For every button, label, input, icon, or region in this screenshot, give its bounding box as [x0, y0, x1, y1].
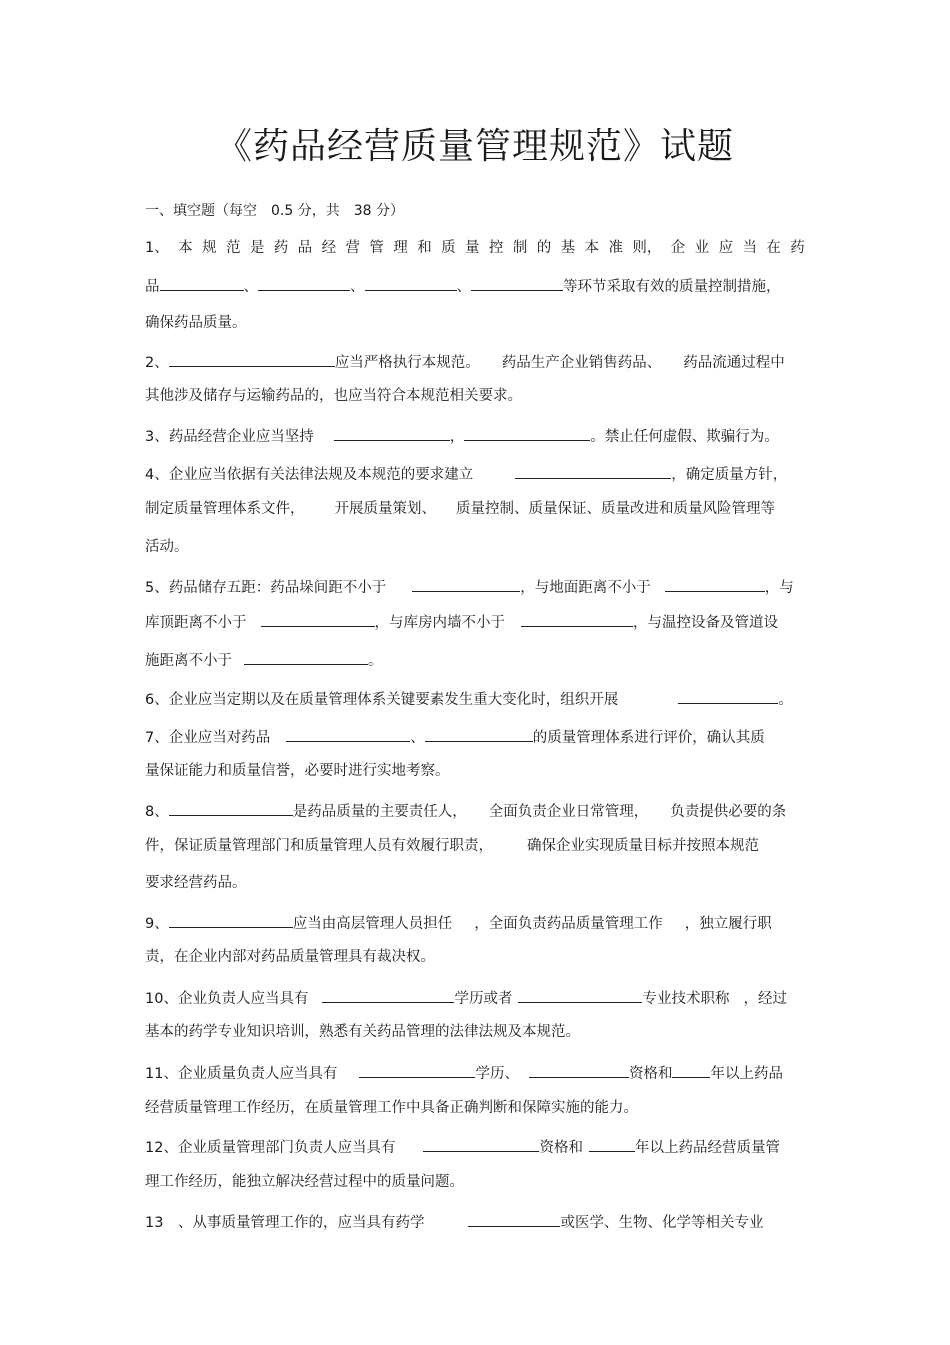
- section-heading: 一、填空题（每空 0.5 分，共 38 分）: [145, 203, 404, 219]
- answer-blank[interactable]: [169, 800, 293, 816]
- question-2-line-1: [145, 351, 805, 373]
- question-13-line-1: [145, 1211, 805, 1233]
- question-5-line-3: [145, 649, 805, 671]
- text: 药品流通过程中: [683, 355, 785, 371]
- text: ，与库房内墙不小于: [374, 615, 505, 631]
- answer-blank[interactable]: [244, 649, 368, 665]
- text: 准: [608, 240, 623, 256]
- text: 药品生产企业销售药品、: [501, 355, 662, 371]
- text: 应当由高层管理人员担任: [292, 916, 453, 932]
- text: 企: [670, 240, 686, 256]
- text: ，确定质量方针，: [671, 467, 788, 483]
- answer-blank[interactable]: [169, 351, 335, 367]
- question-11-line-2: 经营质量管理工作经历，在质量管理工作中具备正确判断和保障实施的能力。: [145, 1100, 638, 1116]
- text: 业: [694, 240, 710, 256]
- answer-blank[interactable]: [261, 611, 375, 627]
- text: 制定质量管理体系文件，: [145, 501, 305, 517]
- question-9-line-1: [145, 912, 805, 934]
- question-8-line-3: 要求经营药品。: [145, 875, 247, 891]
- text: 应: [718, 240, 734, 256]
- text: 质量控制、质量保证、质量改进和质量风险管理等: [456, 501, 775, 517]
- text: 药: [273, 240, 289, 256]
- text: 当: [742, 240, 757, 256]
- text: 12、企业质量管理部门负责人应当具有: [145, 1140, 396, 1156]
- answer-blank[interactable]: [160, 275, 244, 291]
- text: 药: [790, 240, 805, 256]
- question-5-line-1: [145, 576, 805, 598]
- question-11-line-1: [145, 1062, 805, 1084]
- text: 6、企业应当定期以及在质量管理体系关键要素发生重大变化时，组织开展: [145, 692, 619, 708]
- answer-blank[interactable]: [286, 726, 410, 742]
- question-4-line-2: [145, 499, 805, 519]
- text: 在: [766, 240, 781, 256]
- question-12-line-1: [145, 1136, 805, 1158]
- text: 学历、: [475, 1066, 519, 1082]
- question-7-line-1: [145, 726, 805, 748]
- text: 控: [488, 240, 504, 256]
- document-title: 《药品经营质量管理规范》试题: [215, 126, 734, 167]
- text: 等环节采取有效的质量控制措施，: [563, 279, 781, 295]
- text: 开展质量策划、: [334, 501, 436, 517]
- text: 本: [584, 240, 600, 256]
- text: 本: [178, 240, 193, 256]
- text: ，经过: [743, 991, 787, 1007]
- text: 基: [560, 240, 576, 256]
- answer-blank[interactable]: [359, 1062, 475, 1078]
- text: 施距离不小于: [145, 653, 232, 669]
- text: 13 、从事质量管理工作的，应当具有药学: [145, 1215, 425, 1231]
- text: 。禁止任何虚假、欺骗行为。: [590, 429, 779, 445]
- text: 或医学、生物、化学等相关专业: [560, 1215, 764, 1231]
- answer-blank[interactable]: [169, 912, 293, 928]
- text: 7、企业应当对药品: [145, 730, 271, 746]
- text: 。: [778, 692, 793, 708]
- text: 品: [145, 279, 160, 295]
- answer-blank[interactable]: [518, 987, 642, 1003]
- text: 理: [393, 240, 408, 256]
- answer-blank[interactable]: [334, 425, 450, 441]
- text: 11、企业质量负责人应当具有: [145, 1066, 338, 1082]
- text: 、: [410, 730, 425, 746]
- question-2-line-2: 其他涉及储存与运输药品的，也应当符合本规范相关要求。: [145, 388, 522, 404]
- text: 经: [321, 240, 337, 256]
- answer-blank[interactable]: [468, 1211, 560, 1227]
- question-8-line-1: [145, 800, 805, 822]
- text: 9、: [145, 916, 169, 932]
- question-1-line-3: 确保药品质量。: [145, 315, 247, 331]
- question-10-line-1: [145, 987, 805, 1009]
- text: 8、: [145, 804, 169, 820]
- text: 学历或者: [454, 991, 513, 1007]
- text: 和: [417, 240, 432, 256]
- answer-blank[interactable]: [471, 275, 563, 291]
- text: 范: [225, 240, 241, 256]
- question-12-line-2: 理工作经历，能独立解决经营过程中的质量问题。: [145, 1174, 464, 1190]
- text: 全面负责企业日常管理，: [488, 804, 649, 820]
- answer-blank[interactable]: [412, 576, 520, 592]
- text: 年以上药品: [710, 1066, 783, 1082]
- answer-blank[interactable]: [678, 688, 778, 704]
- text: ，与温控设备及管道设: [633, 615, 778, 631]
- question-5-line-2: [145, 611, 805, 633]
- text: ，与: [764, 580, 794, 596]
- question-4-line-1: [145, 463, 805, 485]
- text: 制: [512, 240, 528, 256]
- text: 的: [536, 240, 552, 256]
- text: 3、药品经营企业应当坚持: [145, 429, 314, 445]
- text: 10、企业负责人应当具有: [145, 991, 309, 1007]
- text: 4、企业应当依据有关法律法规及本规范的要求建立: [145, 467, 474, 483]
- text: 是: [249, 240, 265, 256]
- question-7-line-2: 量保证能力和质量信誉，必要时进行实地考察。: [145, 763, 450, 779]
- answer-blank[interactable]: [521, 611, 633, 627]
- text: 专业技术职称: [642, 991, 730, 1007]
- text: ，: [449, 429, 465, 445]
- text: 年以上药品经营质量管: [634, 1140, 780, 1156]
- text: 库顶距离不小于: [145, 615, 247, 631]
- text: 确保企业实现质量目标并按照本规范: [527, 838, 759, 854]
- text: 营: [345, 240, 360, 256]
- text: 资格和: [539, 1140, 583, 1156]
- text: 、: [456, 279, 471, 295]
- text: 资格和: [628, 1066, 673, 1082]
- text: 质: [441, 240, 456, 256]
- text: ，与地面距离不小于: [520, 580, 651, 596]
- question-4-line-3: 活动。: [145, 539, 189, 555]
- answer-blank[interactable]: [258, 275, 350, 291]
- text: 、: [243, 279, 258, 295]
- text: 品: [297, 240, 313, 256]
- text: 管: [369, 240, 384, 256]
- answer-blank[interactable]: [423, 1136, 539, 1152]
- text: 。: [368, 653, 383, 669]
- question-3-line-1: [145, 425, 805, 447]
- question-10-line-2: 基本的药学专业知识培训，熟悉有关药品管理的法律法规及本规范。: [145, 1024, 580, 1040]
- text: 应当严格执行本规范。: [334, 355, 480, 371]
- text: 负责提供必要的条: [670, 804, 787, 820]
- answer-blank[interactable]: [365, 275, 457, 291]
- answer-blank[interactable]: [464, 425, 590, 441]
- text: 、: [350, 279, 365, 295]
- answer-blank[interactable]: [665, 576, 765, 592]
- question-1-line-2: [145, 275, 805, 297]
- question-8-line-2: [145, 836, 805, 856]
- text: 是药品质量的主要责任人，: [292, 804, 467, 820]
- text: 件，保证质量管理部门和质量管理人员有效履行职责，: [145, 838, 493, 854]
- text: ，独立履行职: [684, 916, 772, 932]
- question-9-line-2: 责，在企业内部对药品质量管理具有裁决权。: [145, 949, 435, 965]
- text: 则，: [632, 240, 662, 256]
- answer-blank[interactable]: [529, 1062, 629, 1078]
- answer-blank[interactable]: [322, 987, 454, 1003]
- answer-blank[interactable]: [425, 726, 533, 742]
- answer-blank[interactable]: [672, 1062, 710, 1078]
- question-6-line-1: [145, 688, 805, 710]
- answer-blank[interactable]: [589, 1136, 635, 1152]
- text: ，全面负责药品质量管理工作: [474, 916, 663, 932]
- text: 的质量管理体系进行评价，确认其质: [532, 730, 765, 746]
- text: 规: [202, 240, 217, 256]
- answer-blank[interactable]: [515, 463, 671, 479]
- text: 5、药品储存五距：药品垛间距不小于: [145, 580, 387, 596]
- text: 量: [465, 240, 480, 256]
- question-1-line-1: [145, 238, 805, 258]
- text: 2、: [145, 355, 169, 371]
- text: 1、: [145, 240, 169, 256]
